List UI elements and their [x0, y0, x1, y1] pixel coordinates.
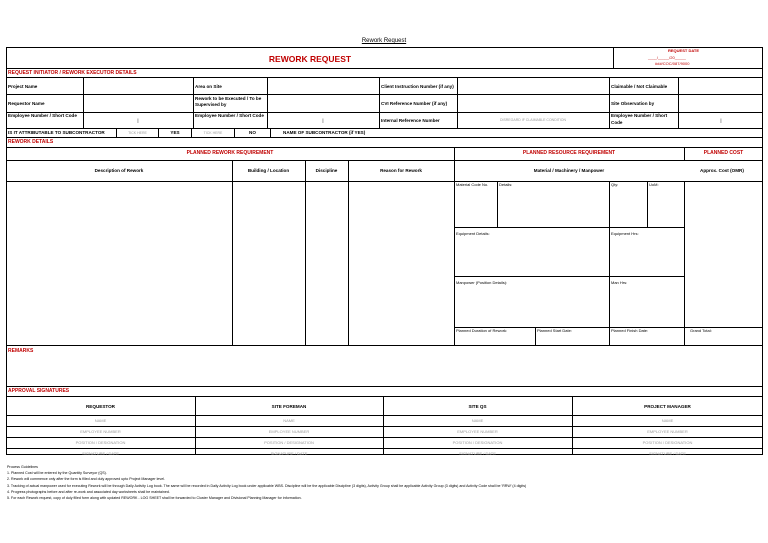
- approver-position-field[interactable]: POSITION / DESIGNATION: [75, 440, 126, 445]
- employee-number-c-field[interactable]: |: [720, 118, 722, 123]
- request-date-label: REQUEST DATE: [668, 48, 700, 53]
- guideline-item: 4. Progress photographs before and after re-work and associated day worksheets shall be maintained.: [7, 489, 170, 494]
- label-equipment-hrs: Equipment Hrs:: [611, 231, 639, 236]
- label-employee-number-c: Employee Number / Short Code: [611, 113, 668, 125]
- approver-employee-field[interactable]: EMPLOYEE NUMBER: [268, 429, 310, 434]
- label-internal-reference: Internal Reference Number: [381, 118, 440, 123]
- label-subcontractor-question: IS IT ATTRIBUTABLE TO SUBCONTRACTOR: [8, 130, 105, 135]
- request-date-value[interactable]: ____/_____/20_____: [648, 55, 686, 60]
- approver-title: SITE FOREMAN: [271, 404, 307, 409]
- approver-signature-field[interactable]: SIGNATURE / DATE: [270, 451, 308, 456]
- guideline-heading: Process Guidelines: [7, 465, 38, 469]
- label-material-code: Material Code No.: [456, 182, 489, 187]
- approver-position-field[interactable]: POSITION / DESIGNATION: [264, 440, 314, 445]
- label-subcontractor-name: NAME OF SUBCONTRACTOR (if YES): [283, 130, 366, 135]
- guideline-item: 2. Rework will commence only after the form is filled and duly approved upto Project Manager level.: [7, 477, 166, 482]
- section-approval: APPROVAL SIGNATURES: [8, 388, 70, 394]
- reason-field[interactable]: [349, 182, 453, 344]
- col-description: Description of Rework: [94, 168, 144, 173]
- label-site-observation: Site Observation by: [611, 101, 655, 106]
- col-discipline: Discipline: [315, 168, 338, 173]
- col-approx-cost: Approx. Cost (OMR): [700, 168, 744, 173]
- label-employee-number-b: Employee Number / Short Code: [195, 113, 264, 118]
- planned-resource-header: PLANNED RESOURCE REQUIREMENT: [522, 150, 616, 156]
- approver-site-foreman: [195, 396, 383, 455]
- area-on-site-field[interactable]: [268, 78, 378, 93]
- form-title: REWORK REQUEST: [268, 54, 352, 64]
- approx-cost-field[interactable]: [685, 182, 762, 327]
- label-area-on-site: Area on Site: [195, 84, 222, 89]
- approver-site-qs: [383, 396, 572, 455]
- remarks-field[interactable]: [7, 356, 762, 385]
- label-yes: YES: [170, 130, 180, 135]
- label-planned-start: Planned Start Date:: [537, 328, 572, 333]
- approver-name-field[interactable]: NAME: [94, 418, 107, 423]
- approver-position-field[interactable]: POSITION / DESIGNATION: [642, 440, 693, 445]
- label-client-instruction: Client Instruction Number (if any): [381, 84, 454, 89]
- approver-signature-field[interactable]: SIGNATURE / DATE: [459, 451, 496, 456]
- section-initiator: REQUEST INITIATOR / REWORK EXECUTOR DETAILS: [8, 69, 137, 76]
- subcontractor-name-field[interactable]: [380, 129, 762, 136]
- internal-reference-field[interactable]: DISREGARD IF CLAIMABLE CONDITION: [499, 118, 567, 122]
- rework-executed-field[interactable]: [268, 95, 378, 111]
- approver-position-field[interactable]: POSITION / DESIGNATION: [452, 440, 503, 445]
- approver-signature-field[interactable]: SIGNATURE / DATE: [82, 451, 119, 456]
- label-grand-total: Grand Total:: [690, 328, 712, 333]
- guideline-item: 5. For each Rework request, copy of duly filled form along with updated REWORK - LOG SHEET shall be forwarded to Cluster Manager and Divisional Planning Manager for information.: [7, 496, 302, 501]
- label-planned-duration: Planned Duration of Rework:: [456, 328, 508, 333]
- label-details: Details:: [499, 182, 513, 187]
- approver-name-field[interactable]: NAME: [471, 418, 484, 423]
- col-building: Building / Location: [247, 168, 290, 173]
- label-rework-executed: Rework to be Executed / To be Supervised by: [195, 96, 262, 107]
- approver-name-field[interactable]: NAME: [283, 418, 295, 423]
- label-no: NO: [249, 130, 256, 135]
- cvi-reference-field[interactable]: [458, 95, 608, 111]
- label-project-name: Project Name: [8, 84, 38, 89]
- label-uom: UoM:: [649, 182, 659, 187]
- approver-signature-field[interactable]: SIGNATURE / DATE: [649, 451, 686, 456]
- label-cvi-reference: CVI Reference Number (if any): [381, 101, 448, 106]
- reference-number: ###/COC/087/9000: [655, 61, 690, 66]
- approver-requestor: [6, 396, 195, 455]
- page-title: Rework Request: [361, 38, 407, 44]
- employee-number-b-field[interactable]: |: [322, 118, 324, 123]
- requestor-name-field[interactable]: [84, 95, 192, 111]
- planned-rework-header: PLANNED REWORK REQUIREMENT: [186, 150, 274, 156]
- label-manpower: Manpower (Position Details):: [456, 280, 508, 285]
- approver-name-field[interactable]: NAME: [661, 418, 674, 423]
- process-guidelines: [7, 464, 762, 501]
- label-qty: Qty:: [611, 182, 619, 187]
- label-employee-number-a: Employee Number / Short Code: [8, 113, 77, 118]
- label-equipment-details: Equipment Details:: [456, 231, 490, 236]
- section-remarks: REMARKS: [8, 348, 34, 354]
- client-instruction-field[interactable]: [458, 78, 608, 93]
- approver-employee-field[interactable]: EMPLOYEE NUMBER: [647, 429, 688, 434]
- approver-title: SITE QS: [468, 404, 487, 409]
- approver-title: REQUESTOR: [85, 404, 115, 409]
- label-man-hrs: Man Hrs:: [611, 280, 628, 285]
- project-name-field[interactable]: [84, 78, 192, 93]
- approver-title: PROJECT MANAGER: [644, 404, 691, 409]
- employee-number-a-field[interactable]: |: [137, 118, 139, 123]
- label-claimable: Claimable / Not Claimable: [611, 84, 668, 89]
- label-requestor-name: Requestor Name: [8, 101, 45, 106]
- planned-cost-header: PLANNED COST: [703, 150, 744, 156]
- col-reason: Reason for Rework: [380, 168, 422, 173]
- approver-employee-field[interactable]: EMPLOYEE NUMBER: [457, 429, 498, 434]
- section-rework-details: REWORK DETAILS: [8, 139, 54, 145]
- col-material: Material / Machinery / Manpower: [533, 168, 605, 173]
- approver-employee-field[interactable]: EMPLOYEE NUMBER: [80, 429, 121, 434]
- tick-no-field[interactable]: TICK HERE: [203, 131, 223, 135]
- description-field[interactable]: [7, 182, 231, 344]
- tick-yes-field[interactable]: TICK HERE: [128, 131, 147, 135]
- guideline-item: 1. Planned Cost will be entered by the Quantity Surveyor (QS).: [7, 471, 107, 476]
- building-field[interactable]: [233, 182, 304, 344]
- discipline-field[interactable]: [306, 182, 347, 344]
- guideline-item: 3. Tracking of actual manpower used for executing Rework will be through Daily Activity Log book. The same will be recorded in Daily Activity Log book under applicable WBS. Discipline will be the applicable Discipline (3 digits), Activity Group shall be applicable Activity Group (3 digits) and Activity Code shall be 'RRW' (4 digits): [7, 483, 527, 488]
- approver-project-manager: [572, 396, 763, 455]
- label-planned-finish: Planned Finish Date:: [611, 328, 649, 333]
